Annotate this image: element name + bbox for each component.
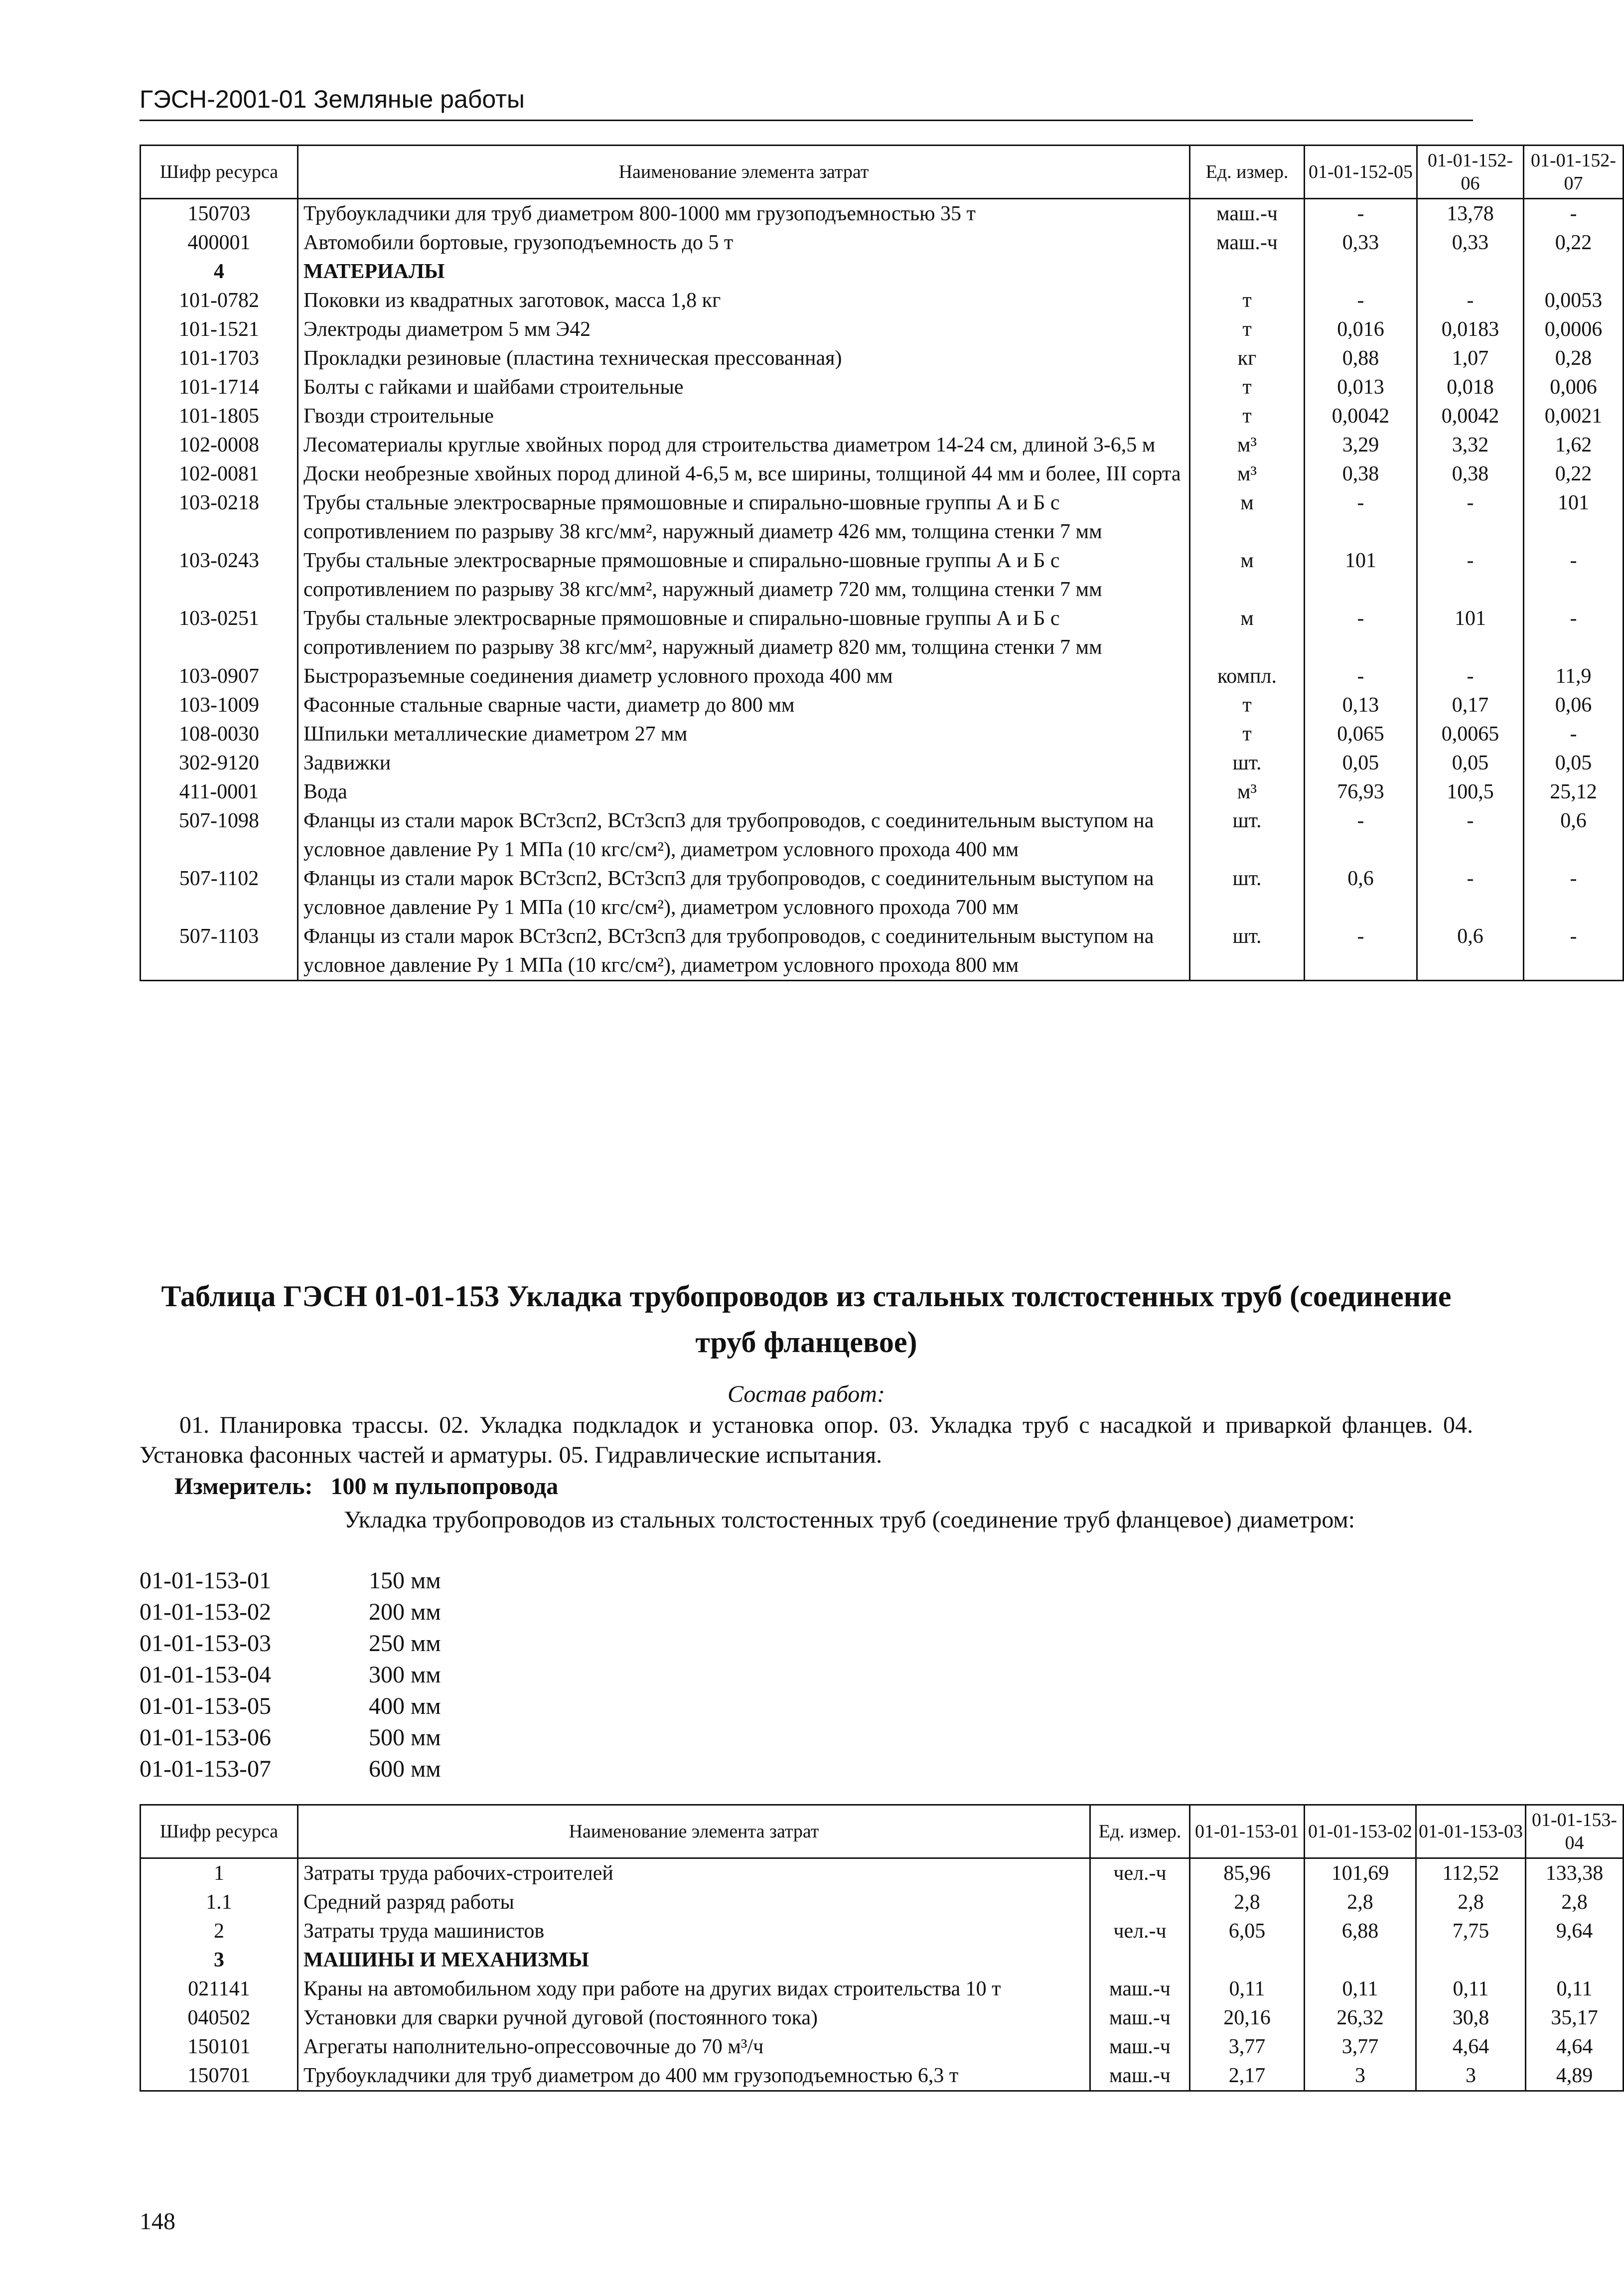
table-row: [141, 431, 1624, 459]
resource-name: Автомобили бортовые, грузоподъемность до 5 т: [298, 228, 1190, 257]
resource-value: 0,0053: [1524, 286, 1624, 315]
variant-item: [140, 1659, 441, 1690]
resource-value: 7,75: [1416, 1917, 1526, 1946]
resource-value: -: [1417, 864, 1524, 922]
table-row: [141, 1888, 1624, 1917]
table-row: [141, 199, 1624, 229]
resource-value: -: [1417, 488, 1524, 546]
resource-code: 400001: [141, 228, 298, 257]
resource-value: 2,8: [1526, 1888, 1624, 1917]
header-rule: [140, 120, 1473, 121]
resource-name: МАТЕРИАЛЫ: [298, 257, 1190, 286]
resource-unit: маш.-ч: [1190, 228, 1305, 257]
resource-value: 26,32: [1305, 2003, 1416, 2032]
col-header-variant: 01-01-153-04: [1526, 1805, 1624, 1858]
resource-code: 101-1714: [141, 373, 298, 402]
variant-item: [140, 1690, 441, 1722]
variant-item: [140, 1596, 441, 1628]
resource-value: 2,8: [1416, 1888, 1526, 1917]
resource-value: 0,17: [1417, 691, 1524, 720]
resource-value: [1305, 1946, 1416, 1975]
resource-value: -: [1305, 806, 1417, 864]
meter-line: [174, 1473, 558, 1500]
resource-value: -: [1305, 604, 1417, 662]
col-header-unit: Ед. измер.: [1190, 146, 1305, 199]
col-header-code: Шифр ресурса: [141, 146, 298, 199]
resource-value: 100,5: [1417, 777, 1524, 806]
resource-value: 0,006: [1524, 373, 1624, 402]
resource-table-152: [140, 145, 1624, 981]
col-header-code: Шифр ресурса: [141, 1805, 298, 1858]
resource-value: 0,11: [1305, 1975, 1416, 2003]
variant-item: [140, 1722, 441, 1753]
resource-value: 0,6: [1524, 806, 1624, 864]
resource-value: 101: [1305, 546, 1417, 604]
resource-name: Трубы стальные электросварные прямошовные и спирально-шовные группы А и Б с сопротивлением по разрыву 38 кгс/мм², наружный диаметр 426 мм, толщина стенки 7 мм: [298, 488, 1190, 546]
resource-value: -: [1417, 806, 1524, 864]
table-row: [141, 286, 1624, 315]
col-header-variant: 01-01-153-03: [1416, 1805, 1526, 1858]
resource-name: Лесоматериалы круглые хвойных пород для строительства диаметром 14-24 см, длиной 3-6,5 м: [298, 431, 1190, 459]
resource-name: Болты с гайками и шайбами строительные: [298, 373, 1190, 402]
resource-code: 2: [141, 1917, 298, 1946]
resource-code: 102-0008: [141, 431, 298, 459]
col-header-variant: 01-01-153-02: [1305, 1805, 1416, 1858]
resource-value: [1417, 257, 1524, 286]
resource-unit: шт.: [1190, 749, 1305, 777]
resource-value: 0,0042: [1417, 402, 1524, 431]
resource-unit: шт.: [1190, 864, 1305, 922]
resource-code: 507-1103: [141, 922, 298, 981]
resource-unit: т: [1190, 691, 1305, 720]
resource-unit: т: [1190, 373, 1305, 402]
table-row: [141, 1946, 1624, 1975]
resource-value: 25,12: [1524, 777, 1624, 806]
table-row: [141, 315, 1624, 344]
resource-value: 0,065: [1305, 720, 1417, 749]
resource-value: 11,9: [1524, 662, 1624, 691]
resource-code: 103-0243: [141, 546, 298, 604]
resource-value: 0,6: [1417, 922, 1524, 981]
resource-value: 76,93: [1305, 777, 1417, 806]
resource-unit: маш.-ч: [1090, 2003, 1190, 2032]
resource-value: 101: [1417, 604, 1524, 662]
variant-item: [140, 1753, 441, 1785]
resource-unit: [1090, 1946, 1190, 1975]
table-row: [141, 2003, 1624, 2032]
variant-diameter: 250 мм: [369, 1630, 441, 1657]
resource-value: -: [1524, 720, 1624, 749]
variant-diameter: 500 мм: [369, 1724, 441, 1751]
resource-value: 0,22: [1524, 459, 1624, 488]
table-row: [141, 1858, 1624, 1888]
variant-diameter: 300 мм: [369, 1662, 441, 1688]
resource-value: -: [1524, 546, 1624, 604]
resource-value: 3: [1416, 2061, 1526, 2091]
table-row: [141, 922, 1624, 981]
table-row: [141, 806, 1624, 864]
resource-name: Фасонные стальные сварные части, диаметр до 800 мм: [298, 691, 1190, 720]
resource-code: 302-9120: [141, 749, 298, 777]
resource-code: 150701: [141, 2061, 298, 2091]
resource-value: 112,52: [1416, 1858, 1526, 1888]
resource-value: 3,32: [1417, 431, 1524, 459]
resource-code: 040502: [141, 2003, 298, 2032]
table-row: [141, 720, 1624, 749]
resource-value: 0,33: [1417, 228, 1524, 257]
running-title: ГЭСН-2001-01 Земляные работы: [140, 85, 525, 113]
resource-value: [1190, 1946, 1305, 1975]
resource-unit: маш.-ч: [1090, 2061, 1190, 2091]
resource-value: 1,62: [1524, 431, 1624, 459]
resource-code: 103-0251: [141, 604, 298, 662]
resource-value: -: [1524, 199, 1624, 229]
table-row: [141, 373, 1624, 402]
resource-unit: м³: [1190, 777, 1305, 806]
resource-code: 1: [141, 1858, 298, 1888]
table-row: [141, 546, 1624, 604]
resource-name: Доски необрезные хвойных пород длиной 4-6,5 м, все ширины, толщиной 44 мм и более, III сорта: [298, 459, 1190, 488]
resource-value: -: [1305, 922, 1417, 981]
resource-value: [1416, 1946, 1526, 1975]
resource-code: 507-1102: [141, 864, 298, 922]
resource-value: 6,88: [1305, 1917, 1416, 1946]
resource-value: 0,88: [1305, 344, 1417, 373]
variant-code: 01-01-153-03: [140, 1630, 271, 1657]
table-row: [141, 604, 1624, 662]
resource-unit: маш.-ч: [1090, 2032, 1190, 2061]
resource-unit: чел.-ч: [1090, 1858, 1190, 1888]
resource-code: 1.1: [141, 1888, 298, 1917]
resource-value: 3,77: [1190, 2032, 1305, 2061]
resource-value: 2,8: [1190, 1888, 1305, 1917]
resource-name: Быстроразъемные соединения диаметр условного прохода 400 мм: [298, 662, 1190, 691]
resource-value: 0,38: [1417, 459, 1524, 488]
variant-diameter: 150 мм: [369, 1567, 441, 1594]
resource-name: Средний разряд работы: [298, 1888, 1090, 1917]
resource-value: 30,8: [1416, 2003, 1526, 2032]
resource-value: 35,17: [1526, 2003, 1624, 2032]
resource-value: -: [1305, 488, 1417, 546]
resource-unit: т: [1190, 402, 1305, 431]
resource-unit: т: [1190, 315, 1305, 344]
resource-name: Агрегаты наполнительно-опрессовочные до 70 м³/ч: [298, 2032, 1090, 2061]
resource-value: 4,64: [1526, 2032, 1624, 2061]
variants-intro: Укладка трубопроводов из стальных толстостенных труб (соединение труб фланцевое) диаметром:: [344, 1507, 1355, 1533]
variant-code: 01-01-153-05: [140, 1693, 271, 1719]
variant-code: 01-01-153-07: [140, 1756, 271, 1782]
resource-name: Электроды диаметром 5 мм Э42: [298, 315, 1190, 344]
resource-value: 4,64: [1416, 2032, 1526, 2061]
resource-unit: т: [1190, 286, 1305, 315]
resource-value: 0,22: [1524, 228, 1624, 257]
resource-unit: т: [1190, 720, 1305, 749]
variant-diameter: 200 мм: [369, 1599, 441, 1625]
table-row: [141, 488, 1624, 546]
table-row: [141, 402, 1624, 431]
resource-value: 0,13: [1305, 691, 1417, 720]
resource-unit: м³: [1190, 431, 1305, 459]
resource-unit: [1190, 257, 1305, 286]
works-title: Состав работ:: [728, 1381, 885, 1407]
table-row: [141, 749, 1624, 777]
resource-code: 102-0081: [141, 459, 298, 488]
works-description: 01. Планировка трассы. 02. Укладка подкладок и установка опор. 03. Укладка труб с насадкой и приваркой фланцев. 04. Установка фасонных частей и арматуры. 05. Гидравлические испытания.: [140, 1412, 1473, 1468]
resource-unit: м³: [1190, 459, 1305, 488]
resource-code: 507-1098: [141, 806, 298, 864]
resource-code: 150703: [141, 199, 298, 229]
resource-name: МАШИНЫ И МЕХАНИЗМЫ: [298, 1946, 1090, 1975]
page-number: 148: [140, 2208, 175, 2235]
resource-value: [1305, 257, 1417, 286]
table-header-row: [141, 146, 1624, 199]
resource-code: 3: [141, 1946, 298, 1975]
variant-code: 01-01-153-01: [140, 1567, 271, 1594]
resource-value: 0,11: [1416, 1975, 1526, 2003]
resource-code: 108-0030: [141, 720, 298, 749]
resource-value: 85,96: [1190, 1858, 1305, 1888]
resource-value: 0,06: [1524, 691, 1624, 720]
resource-unit: маш.-ч: [1090, 1975, 1190, 2003]
resource-value: 0,013: [1305, 373, 1417, 402]
resource-name: Вода: [298, 777, 1190, 806]
resource-value: 3,77: [1305, 2032, 1416, 2061]
resource-name: Трубы стальные электросварные прямошовные и спирально-шовные группы А и Б с сопротивлением по разрыву 38 кгс/мм², наружный диаметр 720 мм, толщина стенки 7 мм: [298, 546, 1190, 604]
resource-code: 101-0782: [141, 286, 298, 315]
resource-value: 0,018: [1417, 373, 1524, 402]
variant-diameter: 600 мм: [369, 1756, 441, 1782]
resource-code: 4: [141, 257, 298, 286]
resource-name: Фланцы из стали марок ВСт3сп2, ВСт3сп3 для трубопроводов, с соединительным выступом на условное давление Ру 1 МПа (10 кгс/см²), диаметром условного прохода 700 мм: [298, 864, 1190, 922]
resource-code: 103-1009: [141, 691, 298, 720]
variant-code: 01-01-153-06: [140, 1724, 271, 1751]
resource-unit: м: [1190, 604, 1305, 662]
resource-name: Трубы стальные электросварные прямошовные и спирально-шовные группы А и Б с сопротивлением по разрыву 38 кгс/мм², наружный диаметр 820 мм, толщина стенки 7 мм: [298, 604, 1190, 662]
resource-value: -: [1524, 864, 1624, 922]
resource-name: Фланцы из стали марок ВСт3сп2, ВСт3сп3 для трубопроводов, с соединительным выступом на условное давление Ру 1 МПа (10 кгс/см²), диаметром условного прохода 400 мм: [298, 806, 1190, 864]
variant-code: 01-01-153-04: [140, 1662, 271, 1688]
table-row: [141, 1917, 1624, 1946]
resource-name: Краны на автомобильном ходу при работе на других видах строительства 10 т: [298, 1975, 1090, 2003]
resource-name: Трубоукладчики для труб диаметром до 400 мм грузоподъемностью 6,3 т: [298, 2061, 1090, 2091]
resource-value: 3,29: [1305, 431, 1417, 459]
resource-value: 0,05: [1524, 749, 1624, 777]
resource-value: 0,11: [1526, 1975, 1624, 2003]
resource-value: 0,0065: [1417, 720, 1524, 749]
resource-value: 3: [1305, 2061, 1416, 2091]
table-row: [141, 2032, 1624, 2061]
col-header-variant: 01-01-152-07: [1524, 146, 1624, 199]
table-row: [141, 2061, 1624, 2091]
resource-value: 6,05: [1190, 1917, 1305, 1946]
variant-item: [140, 1628, 441, 1659]
col-header-unit: Ед. измер.: [1090, 1805, 1190, 1858]
resource-value: 20,16: [1190, 2003, 1305, 2032]
col-header-variant: 01-01-152-05: [1305, 146, 1417, 199]
resource-name: Задвижки: [298, 749, 1190, 777]
resource-code: 411-0001: [141, 777, 298, 806]
resource-name: Прокладки резиновые (пластина техническая прессованная): [298, 344, 1190, 373]
resource-value: 0,11: [1190, 1975, 1305, 2003]
resource-unit: кг: [1190, 344, 1305, 373]
resource-value: 101,69: [1305, 1858, 1416, 1888]
variant-diameter: 400 мм: [369, 1693, 441, 1719]
resource-name: Поковки из квадратных заготовок, масса 1,8 кг: [298, 286, 1190, 315]
resource-value: 0,6: [1305, 864, 1417, 922]
resource-value: 2,17: [1190, 2061, 1305, 2091]
resource-code: 103-0218: [141, 488, 298, 546]
resource-code: 150101: [141, 2032, 298, 2061]
resource-unit: шт.: [1190, 806, 1305, 864]
col-header-variant: 01-01-153-01: [1190, 1805, 1305, 1858]
table-row: [141, 662, 1624, 691]
table-row: [141, 228, 1624, 257]
resource-code: 101-1703: [141, 344, 298, 373]
resource-value: 0,0042: [1305, 402, 1417, 431]
table-row: [141, 864, 1624, 922]
resource-name: Фланцы из стали марок ВСт3сп2, ВСт3сп3 для трубопроводов, с соединительным выступом на условное давление Ру 1 МПа (10 кгс/см²), диаметром условного прохода 800 мм: [298, 922, 1190, 981]
resource-unit: м: [1190, 488, 1305, 546]
resource-value: 1,07: [1417, 344, 1524, 373]
col-header-name: Наименование элемента затрат: [298, 146, 1190, 199]
variant-list: [140, 1565, 441, 1785]
table-row: [141, 459, 1624, 488]
table-row: [141, 777, 1624, 806]
resource-value: 13,78: [1417, 199, 1524, 229]
resource-unit: [1090, 1888, 1190, 1917]
variant-item: [140, 1565, 441, 1596]
resource-name: Затраты труда машинистов: [298, 1917, 1090, 1946]
resource-value: 4,89: [1526, 2061, 1624, 2091]
resource-name: Затраты труда рабочих-строителей: [298, 1858, 1090, 1888]
resource-value: 133,38: [1526, 1858, 1624, 1888]
table-row: [141, 257, 1624, 286]
table-row: [141, 344, 1624, 373]
resource-code: 021141: [141, 1975, 298, 2003]
resource-unit: компл.: [1190, 662, 1305, 691]
resource-value: 0,33: [1305, 228, 1417, 257]
resource-value: [1526, 1946, 1624, 1975]
resource-value: 0,38: [1305, 459, 1417, 488]
table-row: [141, 691, 1624, 720]
resource-name: Гвозди строительные: [298, 402, 1190, 431]
resource-value: -: [1524, 922, 1624, 981]
resource-value: -: [1417, 662, 1524, 691]
resource-name: Шпильки металлические диаметром 27 мм: [298, 720, 1190, 749]
resource-value: 0,016: [1305, 315, 1417, 344]
resource-value: 0,0006: [1524, 315, 1624, 344]
resource-value: -: [1524, 604, 1624, 662]
resource-name: Установки для сварки ручной дуговой (постоянного тока): [298, 2003, 1090, 2032]
table-row: [141, 1975, 1624, 2003]
resource-value: 2,8: [1305, 1888, 1416, 1917]
col-header-name: Наименование элемента затрат: [298, 1805, 1090, 1858]
resource-value: -: [1305, 286, 1417, 315]
col-header-variant: 01-01-152-06: [1417, 146, 1524, 199]
resource-code: 101-1805: [141, 402, 298, 431]
resource-unit: шт.: [1190, 922, 1305, 981]
meter-value: 100 м пульпопровода: [330, 1473, 559, 1500]
resource-unit: чел.-ч: [1090, 1917, 1190, 1946]
resource-value: 0,0021: [1524, 402, 1624, 431]
resource-code: 103-0907: [141, 662, 298, 691]
resource-value: [1524, 257, 1624, 286]
table-heading: Таблица ГЭСН 01-01-153 Укладка трубопроводов из стальных толстостенных труб (соединение труб фланцевое): [161, 1280, 1452, 1359]
resource-table-153: [140, 1804, 1624, 2092]
resource-code: 101-1521: [141, 315, 298, 344]
resource-value: 9,64: [1526, 1917, 1624, 1946]
resource-value: 0,05: [1417, 749, 1524, 777]
resource-value: -: [1305, 199, 1417, 229]
variant-code: 01-01-153-02: [140, 1599, 271, 1625]
resource-unit: м: [1190, 546, 1305, 604]
resource-value: 0,0183: [1417, 315, 1524, 344]
resource-name: Трубоукладчики для труб диаметром 800-1000 мм грузоподъемностью 35 т: [298, 199, 1190, 229]
meter-label: Измеритель:: [174, 1473, 313, 1500]
table-header-row: [141, 1805, 1624, 1858]
resource-value: 0,28: [1524, 344, 1624, 373]
resource-value: 101: [1524, 488, 1624, 546]
resource-value: -: [1305, 662, 1417, 691]
resource-value: -: [1417, 546, 1524, 604]
resource-value: -: [1417, 286, 1524, 315]
resource-unit: маш.-ч: [1190, 199, 1305, 229]
resource-value: 0,05: [1305, 749, 1417, 777]
